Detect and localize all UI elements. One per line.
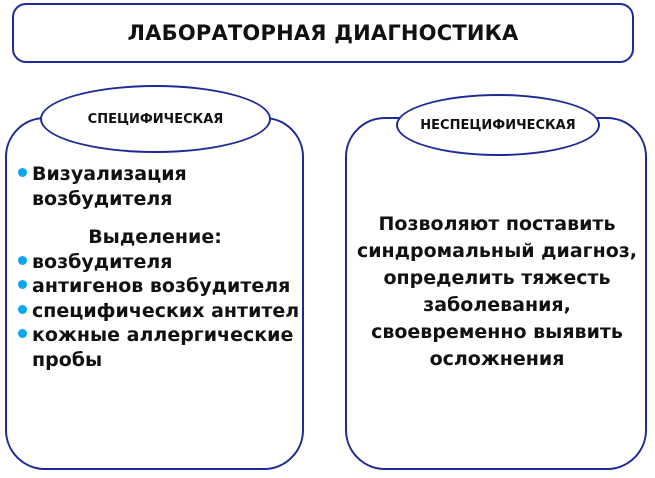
- item-text: Визуализация возбудителя: [32, 163, 187, 210]
- item-text: специфических антител: [32, 299, 300, 322]
- specific-label-oval: [40, 85, 271, 153]
- bullet-icon: [18, 305, 27, 314]
- bullet-icon: [18, 329, 27, 338]
- list-item: [18, 250, 300, 275]
- nonspecific-description: Позволяют поставить синдромальный диагноз, определить тяжесть заболевания, своевременно выявить осложнения: [356, 213, 638, 370]
- nonspecific-label-oval: [396, 94, 600, 156]
- list-item: [18, 299, 300, 324]
- list-item: [18, 162, 300, 211]
- item-text: возбудителя: [32, 250, 173, 273]
- bullet-icon: [18, 280, 27, 289]
- bullet-icon: [18, 168, 27, 177]
- isolation-subheading: Выделение:: [88, 226, 222, 248]
- specific-label: СПЕЦИФИЧЕСКАЯ: [87, 111, 224, 127]
- item-text: антигенов возбудителя: [32, 275, 291, 297]
- specific-methods-list: [18, 162, 300, 372]
- item-text: кожные аллергические пробы: [32, 324, 294, 371]
- list-item: [18, 323, 300, 372]
- bullet-icon: [18, 256, 27, 265]
- nonspecific-label: НЕСПЕЦИФИЧЕСКАЯ: [420, 117, 576, 133]
- title-text: ЛАБОРАТОРНАЯ ДИАГНОСТИКА: [127, 21, 519, 45]
- diagram-title: [12, 3, 634, 63]
- list-item: [18, 274, 300, 299]
